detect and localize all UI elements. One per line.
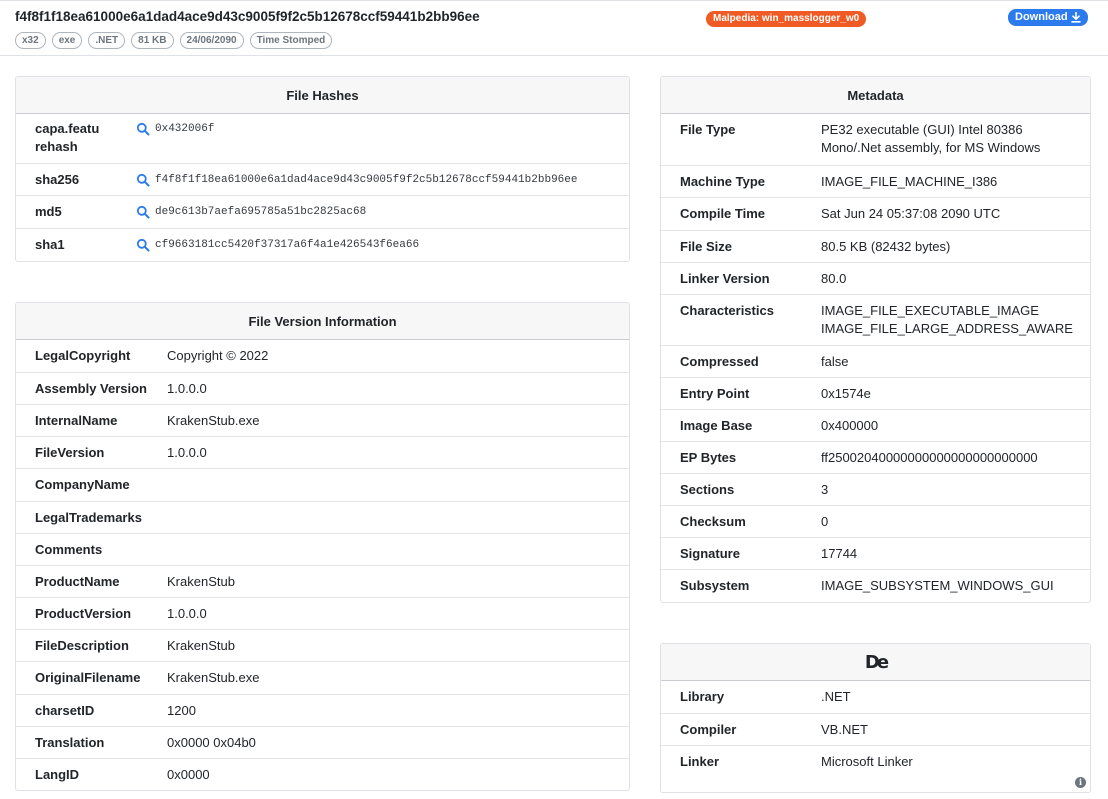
die-key: Library: [680, 689, 725, 704]
metadata-row: [661, 294, 1090, 345]
version-value-line: 0x0000 0x04b0: [167, 735, 256, 750]
metadata-value: [821, 302, 1073, 338]
metadata-key: Signature: [680, 546, 740, 561]
metadata-value: [821, 121, 1040, 157]
metadata-value-line: 80.0: [821, 271, 847, 286]
metadata-row: [661, 230, 1090, 262]
metadata-row: [661, 345, 1090, 377]
search-icon[interactable]: [136, 173, 150, 187]
tag-time-stomped: Time Stomped: [250, 32, 333, 49]
tag-arch: x32: [15, 32, 46, 49]
hash-value-text: de9c613b7aefa695785a51bc2825ac68: [155, 206, 367, 218]
metadata-value: [821, 270, 846, 288]
file-hashes-title: File Hashes: [16, 77, 629, 114]
version-value: [167, 637, 235, 655]
version-key: Assembly Version: [35, 381, 147, 396]
hash-value: [136, 236, 419, 254]
tag-framework: .NET: [88, 32, 125, 49]
version-row: [16, 565, 629, 597]
search-icon[interactable]: [136, 238, 150, 252]
die-value-line: VB.NET: [821, 722, 868, 737]
metadata-value: [821, 513, 828, 531]
version-value-line: KrakenStub: [167, 638, 235, 653]
metadata-row: [661, 409, 1090, 441]
metadata-value-line: IMAGE_SUBSYSTEM_WINDOWS_GUI: [821, 578, 1054, 593]
metadata-key: Sections: [680, 482, 735, 497]
metadata-value-line: IMAGE_FILE_EXECUTABLE_IMAGE: [821, 303, 1039, 318]
hash-value-text: f4f8f1f18ea61000e6a1dad4ace9d43c9005f9f2c5b12678ccf59441b2bb96ee: [155, 174, 578, 186]
file-hashes-table: [16, 114, 629, 261]
download-icon: [1071, 12, 1081, 23]
metadata-key: Image Base: [680, 418, 753, 433]
version-row: [16, 501, 629, 533]
metadata-value: [821, 449, 1038, 467]
die-row: [661, 681, 1090, 713]
version-value-line: 0x0000: [167, 767, 210, 782]
metadata-key: Compressed: [680, 354, 759, 369]
metadata-key: Characteristics: [680, 303, 774, 318]
file-version-title: File Version Information: [16, 303, 629, 340]
detect-it-easy-header: [661, 644, 1090, 681]
file-hashes-card: [15, 76, 630, 262]
metadata-row: [661, 441, 1090, 473]
malpedia-badge[interactable]: Malpedia: win_masslogger_w0: [706, 11, 866, 27]
metadata-value-line: Sat Jun 24 05:37:08 2090 UTC: [821, 206, 1001, 221]
version-value-line: 1.0.0.0: [167, 606, 207, 621]
version-value-line: 1.0.0.0: [167, 445, 207, 460]
tag-date: 24/06/2090: [180, 32, 244, 49]
metadata-row: [661, 262, 1090, 294]
version-key: Translation: [35, 735, 105, 750]
metadata-key: Machine Type: [680, 174, 766, 189]
die-row: [661, 713, 1090, 745]
version-row: [16, 661, 629, 694]
version-value-line: KrakenStub.exe: [167, 413, 260, 428]
metadata-value: [821, 481, 828, 499]
version-row: [16, 404, 629, 436]
metadata-value: [821, 173, 997, 191]
file-version-table: [16, 340, 629, 790]
metadata-value: [821, 545, 857, 563]
file-header-bar: [0, 0, 1108, 56]
metadata-row: [661, 197, 1090, 230]
metadata-key: Entry Point: [680, 386, 750, 401]
metadata-key: File Type: [680, 122, 736, 137]
tag-filetype: exe: [52, 32, 83, 49]
metadata-key: Linker Version: [680, 271, 770, 286]
version-row: [16, 597, 629, 629]
die-value: [821, 753, 913, 771]
version-value: [167, 380, 207, 398]
metadata-value-line: 0x400000: [821, 418, 879, 433]
metadata-value-line: Mono/.Net assembly, for MS Windows: [821, 140, 1041, 155]
version-value: [167, 347, 268, 365]
download-label: Download: [1015, 11, 1068, 23]
version-value: [167, 444, 207, 462]
metadata-value: [821, 353, 848, 371]
search-icon[interactable]: [136, 122, 150, 136]
tag-list: [15, 32, 332, 49]
version-row: [16, 372, 629, 404]
die-value: [821, 721, 868, 739]
version-key: Comments: [35, 542, 103, 557]
metadata-key: File Size: [680, 239, 733, 254]
version-value-line: 1.0.0.0: [167, 381, 207, 396]
die-row: [661, 745, 1090, 777]
metadata-title: Metadata: [661, 77, 1090, 114]
metadata-value-line: IMAGE_FILE_LARGE_ADDRESS_AWARE: [821, 321, 1073, 336]
version-key: charsetID: [35, 703, 95, 718]
version-key: ProductName: [35, 574, 120, 589]
metadata-value: [821, 577, 1054, 595]
version-value: [167, 412, 260, 430]
version-row: [16, 340, 629, 372]
version-value-line: 1200: [167, 703, 196, 718]
metadata-card: [660, 76, 1091, 603]
version-row: [16, 436, 629, 468]
version-key: LegalTrademarks: [35, 510, 142, 525]
version-value-line: KrakenStub.exe: [167, 670, 260, 685]
version-value-line: Copyright © 2022: [167, 348, 269, 363]
hash-value: [136, 171, 577, 189]
metadata-value-line: PE32 executable (GUI) Intel 80386: [821, 122, 1023, 137]
file-version-card: [15, 302, 630, 791]
metadata-value: [821, 205, 1000, 223]
detect-it-easy-table: [661, 681, 1090, 777]
download-button[interactable]: [1008, 9, 1088, 26]
metadata-key: EP Bytes: [680, 450, 737, 465]
version-key: FileVersion: [35, 445, 105, 460]
version-row: [16, 533, 629, 565]
metadata-row: [661, 165, 1090, 197]
version-value: [167, 766, 210, 784]
die-value-line: Microsoft Linker: [821, 754, 913, 769]
version-key: OriginalFilename: [35, 670, 141, 685]
metadata-value-line: 3: [821, 482, 829, 497]
metadata-table: [661, 114, 1090, 601]
metadata-row: [661, 114, 1090, 165]
metadata-row: [661, 473, 1090, 505]
metadata-value: [821, 385, 871, 403]
metadata-value-line: 0x1574e: [821, 386, 871, 401]
version-value: [167, 573, 235, 591]
version-key: FileDescription: [35, 638, 129, 653]
hash-row-sha1: [16, 228, 629, 261]
metadata-row: [661, 505, 1090, 537]
metadata-value-line: IMAGE_FILE_MACHINE_I386: [821, 174, 998, 189]
metadata-value-line: 0: [821, 514, 829, 529]
version-value-line: KrakenStub: [167, 574, 235, 589]
hash-key: sha1: [35, 237, 65, 252]
die-value-line: .NET: [821, 689, 851, 704]
version-key: LegalCopyright: [35, 348, 131, 363]
metadata-value-line: false: [821, 354, 849, 369]
hash-value: [136, 203, 366, 221]
metadata-key: Checksum: [680, 514, 746, 529]
version-row: [16, 468, 629, 501]
metadata-value-line: ff25002040000000000000000000000: [821, 450, 1038, 465]
metadata-row: [661, 537, 1090, 569]
tag-size: 81 KB: [131, 32, 173, 49]
die-logo-icon: De: [864, 651, 887, 673]
metadata-value: [821, 417, 878, 435]
hash-key: md5: [35, 204, 62, 219]
hash-value-text: cf9663181cc5420f37317a6f4a1e426543f6ea66: [155, 239, 420, 251]
version-key: LangID: [35, 767, 80, 782]
version-row: [16, 726, 629, 758]
info-icon[interactable]: i: [1075, 777, 1086, 788]
page-title: f4f8f1f18ea61000e6a1dad4ace9d43c9005f9f2c5b12678ccf59441b2bb96ee: [15, 9, 480, 24]
detect-it-easy-card: [660, 643, 1091, 793]
hash-key: capa.featu rehash: [35, 121, 100, 154]
hash-key: sha256: [35, 172, 80, 187]
hash-row-md5: [16, 195, 629, 228]
metadata-value-line: 17744: [821, 546, 858, 561]
version-value: [167, 734, 256, 752]
version-row: [16, 629, 629, 661]
die-key: Linker: [680, 754, 720, 769]
die-key: Compiler: [680, 722, 737, 737]
metadata-key: Compile Time: [680, 206, 766, 221]
hash-value: [117, 120, 214, 138]
hash-row-capa: [16, 114, 629, 163]
die-value: [821, 688, 851, 706]
metadata-key: Subsystem: [680, 578, 750, 593]
version-row: [16, 694, 629, 726]
metadata-value-line: 80.5 KB (82432 bytes): [821, 239, 951, 254]
metadata-value: [821, 238, 950, 256]
version-value: [167, 702, 196, 720]
search-icon[interactable]: [136, 205, 150, 219]
version-key: InternalName: [35, 413, 118, 428]
hash-value-text: 0x432006f: [155, 123, 215, 135]
version-row: [16, 758, 629, 790]
version-value: [167, 605, 207, 623]
version-key: ProductVersion: [35, 606, 132, 621]
version-value: [167, 669, 260, 687]
hash-row-sha256: [16, 163, 629, 195]
metadata-row: [661, 569, 1090, 601]
version-key: CompanyName: [35, 477, 130, 492]
metadata-row: [661, 377, 1090, 409]
